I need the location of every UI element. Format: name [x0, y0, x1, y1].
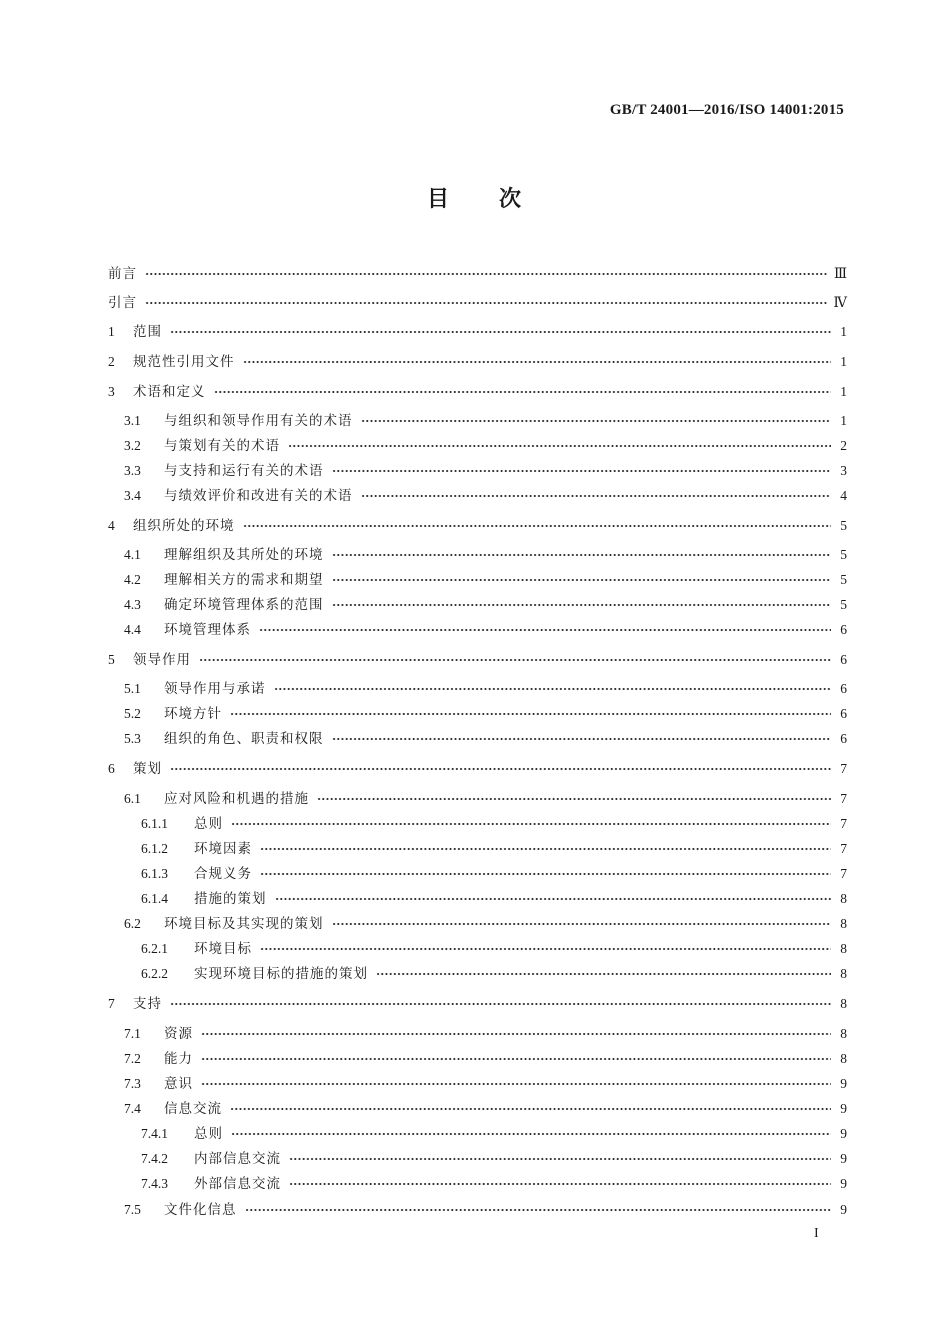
toc-entry-number: 7.2: [124, 1051, 141, 1066]
toc-entry-page: 7: [840, 791, 847, 806]
toc-leader-dots: [230, 704, 831, 724]
toc-entry-page: 6: [840, 652, 847, 667]
toc-entry-page: 6: [840, 622, 847, 637]
toc-leader-dots: [317, 789, 831, 809]
toc-entry-page: 8: [840, 1051, 847, 1066]
toc-entry[interactable]: [124, 729, 847, 749]
toc-entry-title: 领导作用: [133, 652, 191, 668]
toc-entry-page: Ⅳ: [833, 295, 847, 310]
toc-entry-title: 意识: [164, 1076, 193, 1092]
standard-number: GB/T 24001—2016/ISO 14001:2015: [609, 102, 844, 118]
toc-entry-number: 7.5: [124, 1202, 141, 1217]
toc-entry[interactable]: [124, 1099, 847, 1119]
toc-entry-number: 6.1: [124, 791, 141, 806]
toc-entry-title: 环境因素: [194, 841, 252, 857]
toc-entry[interactable]: [108, 382, 847, 402]
toc-leader-dots: [289, 1174, 831, 1194]
toc-leader-dots: [332, 729, 832, 749]
toc-entry-number: 4: [108, 518, 115, 533]
toc-leader-dots: [231, 1124, 831, 1144]
toc-leader-dots: [245, 1200, 832, 1220]
toc-leader-dots: [260, 864, 831, 884]
toc-entry-page: 8: [840, 966, 847, 981]
toc-entry-title: 内部信息交流: [194, 1151, 281, 1167]
toc-entry-title: 能力: [164, 1051, 193, 1067]
toc-entry-title: 环境目标: [194, 941, 252, 957]
toc-entry-page: 9: [840, 1126, 847, 1141]
toc-entry-number: 5.2: [124, 706, 141, 721]
toc-entry[interactable]: [124, 1024, 847, 1044]
toc-entry[interactable]: [141, 939, 847, 959]
toc-entry-number: 7.4.2: [141, 1151, 168, 1166]
toc-entry-number: 6.1.1: [141, 816, 168, 831]
toc-entry-title: 术语和定义: [133, 384, 206, 400]
toc-leader-dots: [332, 545, 832, 565]
toc-entry-title: 环境管理体系: [164, 622, 251, 638]
toc-entry-page: 6: [840, 681, 847, 696]
toc-entry[interactable]: [141, 889, 847, 909]
toc-entry-number: 7: [108, 996, 115, 1011]
toc-leader-dots: [230, 1099, 831, 1119]
toc-entry-title: 应对风险和机遇的措施: [164, 791, 309, 807]
toc-entry[interactable]: [141, 1174, 847, 1194]
toc-leader-dots: [332, 595, 832, 615]
toc-leader-dots: [145, 264, 828, 284]
page-title-part2: 次: [499, 187, 524, 212]
toc-entry-number: 4.4: [124, 622, 141, 637]
toc-entry-number: 1: [108, 324, 115, 339]
toc-entry[interactable]: [108, 759, 847, 779]
toc-entry-page: 1: [840, 354, 847, 369]
toc-entry-number: 6: [108, 761, 115, 776]
toc-entry-page: 1: [840, 384, 847, 399]
toc-entry[interactable]: [124, 486, 847, 506]
toc-entry[interactable]: [108, 352, 847, 372]
toc-entry-number: 7.4.3: [141, 1176, 168, 1191]
toc-entry-title: 总则: [194, 1126, 223, 1142]
toc-leader-dots: [376, 964, 831, 984]
toc-entry-title: 支持: [133, 996, 162, 1012]
toc-entry-title: 规范性引用文件: [133, 354, 235, 370]
toc-entry-number: 6.1.3: [141, 866, 168, 881]
toc-entry-page: 5: [840, 597, 847, 612]
toc-entry-title: 环境方针: [164, 706, 222, 722]
toc-entry-title: 范围: [133, 324, 162, 340]
toc-leader-dots: [231, 814, 831, 834]
toc-entry[interactable]: [141, 814, 847, 834]
toc-entry-title: 确定环境管理体系的范围: [164, 597, 324, 613]
toc-entry-number: 7.4.1: [141, 1126, 168, 1141]
page-title-part1: 目: [426, 187, 451, 212]
toc-entry[interactable]: [124, 411, 847, 431]
toc-entry-number: 7.4: [124, 1101, 141, 1116]
toc-entry-page: 1: [840, 324, 847, 339]
toc-leader-dots: [274, 679, 832, 699]
toc-leader-dots: [259, 620, 831, 640]
toc-entry[interactable]: [141, 839, 847, 859]
toc-entry-page: 5: [840, 547, 847, 562]
toc-entry-number: 3.1: [124, 413, 141, 428]
toc-leader-dots: [201, 1024, 831, 1044]
toc-leader-dots: [260, 939, 831, 959]
toc-entry-page: 9: [840, 1202, 847, 1217]
toc-entry[interactable]: [108, 293, 847, 313]
toc-entry-page: Ⅲ: [833, 266, 847, 281]
toc-entry-page: 9: [840, 1176, 847, 1191]
toc-leader-dots: [275, 889, 832, 909]
toc-entry-title: 与支持和运行有关的术语: [164, 463, 324, 479]
toc-entry[interactable]: [124, 620, 847, 640]
toc-entry-title: 合规义务: [194, 866, 252, 882]
toc-entry-number: 7.1: [124, 1026, 141, 1041]
toc-entry-title: 组织所处的环境: [133, 518, 235, 534]
toc-entry-title: 与绩效评价和改进有关的术语: [164, 488, 353, 504]
toc-entry-page: 6: [840, 706, 847, 721]
toc-entry-number: 7.3: [124, 1076, 141, 1091]
toc-entry[interactable]: [124, 789, 847, 809]
toc-entry[interactable]: [108, 322, 847, 342]
toc-leader-dots: [170, 759, 831, 779]
toc-entry-title: 与组织和领导作用有关的术语: [164, 413, 353, 429]
toc-entry-number: 5.3: [124, 731, 141, 746]
toc-entry-number: 6.1.4: [141, 891, 168, 906]
toc-entry[interactable]: [108, 264, 847, 284]
toc-entry-title: 理解组织及其所处的环境: [164, 547, 324, 563]
toc-entry[interactable]: [124, 461, 847, 481]
toc-entry-title: 资源: [164, 1026, 193, 1042]
toc-entry[interactable]: [124, 570, 847, 590]
toc-leader-dots: [332, 914, 832, 934]
toc-leader-dots: [361, 486, 832, 506]
toc-leader-dots: [332, 461, 832, 481]
toc-leader-dots: [199, 650, 831, 670]
toc-entry-page: 8: [840, 916, 847, 931]
toc-entry[interactable]: [124, 704, 847, 724]
toc-entry-title: 实现环境目标的措施的策划: [194, 966, 368, 982]
toc-entry[interactable]: [124, 914, 847, 934]
toc-entry-title: 文件化信息: [164, 1202, 237, 1218]
toc-leader-dots: [214, 382, 832, 402]
toc-entry[interactable]: [124, 545, 847, 565]
toc-entry-page: 2: [840, 438, 847, 453]
toc-entry[interactable]: [124, 1200, 847, 1220]
toc-entry-title: 信息交流: [164, 1101, 222, 1117]
toc-entry-page: 7: [840, 866, 847, 881]
toc-entry-page: 7: [840, 816, 847, 831]
toc-entry-number: 4.2: [124, 572, 141, 587]
toc-leader-dots: [243, 352, 832, 372]
toc-entry-page: 7: [840, 761, 847, 776]
toc-entry-number: 5.1: [124, 681, 141, 696]
toc-entry-number: 4.3: [124, 597, 141, 612]
toc-leader-dots: [243, 516, 832, 536]
toc-entry-page: 8: [840, 941, 847, 956]
toc-entry-page: 1: [840, 413, 847, 428]
toc-entry-title: 组织的角色、职责和权限: [164, 731, 324, 747]
toc-entry[interactable]: [124, 679, 847, 699]
toc-entry-page: 9: [840, 1151, 847, 1166]
toc-entry-title: 措施的策划: [194, 891, 267, 907]
toc-entry-page: 8: [840, 891, 847, 906]
toc-leader-dots: [361, 411, 832, 431]
toc-entry-number: 4.1: [124, 547, 141, 562]
toc-entry-title: 引言: [108, 295, 137, 311]
toc-entry-page: 7: [840, 841, 847, 856]
toc-entry-page: 9: [840, 1076, 847, 1091]
toc-entry-number: 6.2: [124, 916, 141, 931]
toc-entry-title: 策划: [133, 761, 162, 777]
toc-entry[interactable]: [141, 964, 847, 984]
toc-entry-title: 领导作用与承诺: [164, 681, 266, 697]
toc-entry-title: 总则: [194, 816, 223, 832]
toc-entry-page: 6: [840, 731, 847, 746]
toc-entry-number: 6.2.1: [141, 941, 168, 956]
toc-entry-number: 3: [108, 384, 115, 399]
toc-entry[interactable]: [141, 1124, 847, 1144]
toc-entry-title: 与策划有关的术语: [164, 438, 280, 454]
toc-leader-dots: [332, 570, 832, 590]
toc-entry[interactable]: [108, 994, 847, 1014]
toc-leader-dots: [288, 436, 831, 456]
toc-entry-page: 8: [840, 996, 847, 1011]
toc-entry[interactable]: [108, 650, 847, 670]
toc-entry-page: 5: [840, 518, 847, 533]
toc-entry-number: 3.4: [124, 488, 141, 503]
toc-leader-dots: [170, 322, 831, 342]
toc-leader-dots: [170, 994, 831, 1014]
toc-entry-title: 前言: [108, 266, 137, 282]
toc-entry-page: 8: [840, 1026, 847, 1041]
toc-entry-page: 4: [840, 488, 847, 503]
toc-leader-dots: [289, 1149, 831, 1169]
toc-leader-dots: [201, 1074, 831, 1094]
toc-entry-number: 6.1.2: [141, 841, 168, 856]
toc-entry[interactable]: [108, 516, 847, 536]
toc-entry[interactable]: [141, 864, 847, 884]
toc-leader-dots: [201, 1049, 831, 1069]
toc-entry[interactable]: [124, 1049, 847, 1069]
toc-entry[interactable]: [124, 1074, 847, 1094]
toc-entry[interactable]: [124, 595, 847, 615]
toc-entry-title: 理解相关方的需求和期望: [164, 572, 324, 588]
toc-leader-dots: [145, 293, 828, 313]
toc-entry-title: 环境目标及其实现的策划: [164, 916, 324, 932]
page-number: I: [814, 1226, 819, 1241]
toc-entry-title: 外部信息交流: [194, 1176, 281, 1192]
toc-entry[interactable]: [124, 436, 847, 456]
toc-entry-number: 6.2.2: [141, 966, 168, 981]
toc-entry-page: 3: [840, 463, 847, 478]
toc-entry-number: 5: [108, 652, 115, 667]
toc-entry-number: 2: [108, 354, 115, 369]
toc-entry-page: 9: [840, 1101, 847, 1116]
toc-entry[interactable]: [141, 1149, 847, 1169]
toc-entry-number: 3.2: [124, 438, 141, 453]
toc-leader-dots: [260, 839, 831, 859]
toc-entry-page: 5: [840, 572, 847, 587]
toc-entry-number: 3.3: [124, 463, 141, 478]
